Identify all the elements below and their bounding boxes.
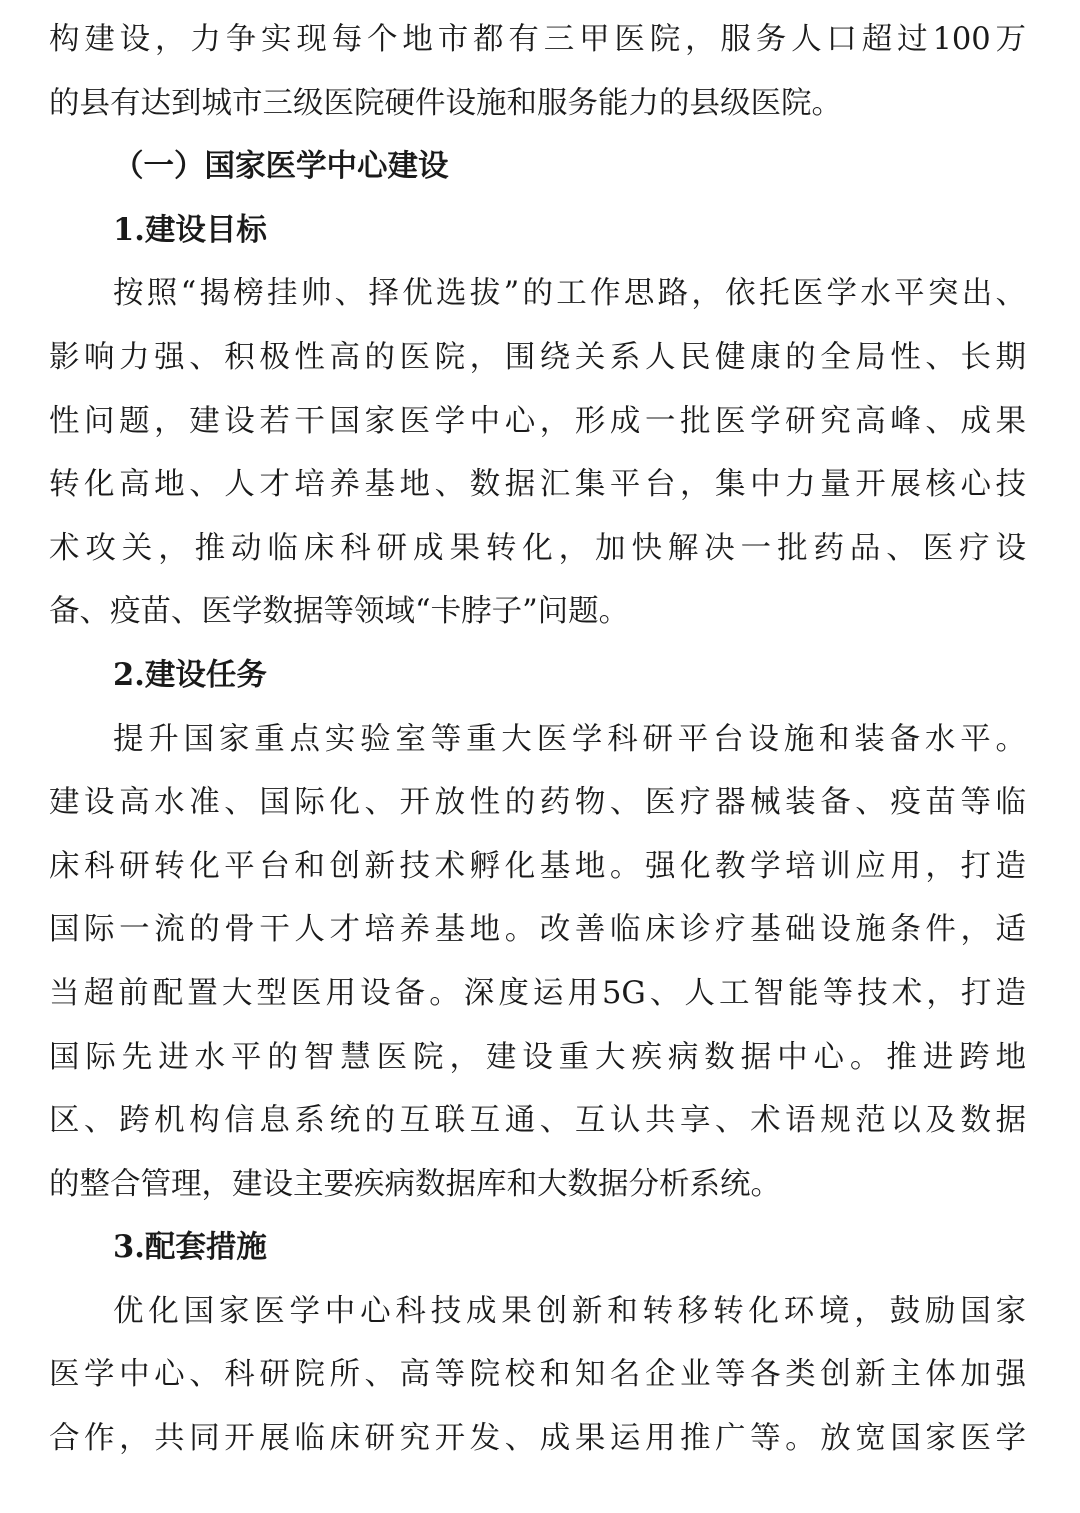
body-paragraph — [49, 262, 1026, 644]
subsection-heading: 1.建设目标 — [113, 211, 267, 248]
paragraph-line: 建设高水准、国际化、开放性的药物、医疗器械装备、疫苗等临 — [49, 785, 1026, 821]
paragraph-line: 提升国家重点实验室等重大医学科研平台设施和装备水平。 — [113, 721, 1026, 757]
paragraph-line: 合作，共同开展临床研究开发、成果运用推广等。放宽国家医学 — [49, 1421, 1026, 1457]
paragraph-line: 的整合管理，建设主要疾病数据库和大数据分析系统。 — [49, 1166, 781, 1202]
paragraph-line: 术攻关，推动临床科研成果转化，加快解决一批药品、医疗设 — [49, 530, 1026, 566]
paragraph-line: 优化国家医学中心科技成果创新和转移转化环境，鼓励国家 — [113, 1293, 1026, 1329]
subsection-heading: 2.建设任务 — [113, 656, 267, 693]
paragraph-line: 影响力强、积极性高的医院，围绕关系人民健康的全局性、长期 — [49, 339, 1026, 375]
paragraph-line: 床科研转化平台和创新技术孵化基地。强化教学培训应用，打造 — [49, 848, 1026, 884]
paragraph-line: 按照“揭榜挂帅、择优选拔”的工作思路，依托医学水平突出、 — [113, 276, 1026, 312]
subsection-heading: 3.配套措施 — [113, 1229, 267, 1266]
paragraph-line: 性问题，建设若干国家医学中心，形成一批医学研究高峰、成果 — [49, 403, 1026, 439]
section-heading: （一）国家医学中心建设 — [113, 148, 449, 185]
paragraph-line: 国际先进水平的智慧医院，建设重大疾病数据中心。推进跨地 — [49, 1039, 1026, 1075]
body-paragraph — [49, 708, 1026, 1217]
document-page — [49, 8, 1026, 1471]
paragraph-line: 构建设，力争实现每个地市都有三甲医院，服务人口超过100万 — [49, 22, 1026, 57]
paragraph-line: 当超前配置大型医用设备。深度运用5G、人工智能等技术，打造 — [49, 975, 1026, 1011]
paragraph-line: 的县有达到城市三级医院硬件设施和服务能力的县级医院。 — [49, 85, 842, 121]
paragraph-line: 区、跨机构信息系统的互联互通、互认共享、术语规范以及数据 — [49, 1103, 1026, 1139]
paragraph-line: 转化高地、人才培养基地、数据汇集平台，集中力量开展核心技 — [49, 467, 1026, 503]
paragraph-line: 国际一流的骨干人才培养基地。改善临床诊疗基础设施条件，适 — [49, 912, 1026, 948]
paragraph-line: 备、疫苗、医学数据等领域“卡脖子”问题。 — [49, 594, 630, 630]
body-paragraph — [49, 8, 1026, 135]
paragraph-line: 医学中心、科研院所、高等院校和知名企业等各类创新主体加强 — [49, 1357, 1026, 1393]
body-paragraph — [49, 1280, 1026, 1471]
